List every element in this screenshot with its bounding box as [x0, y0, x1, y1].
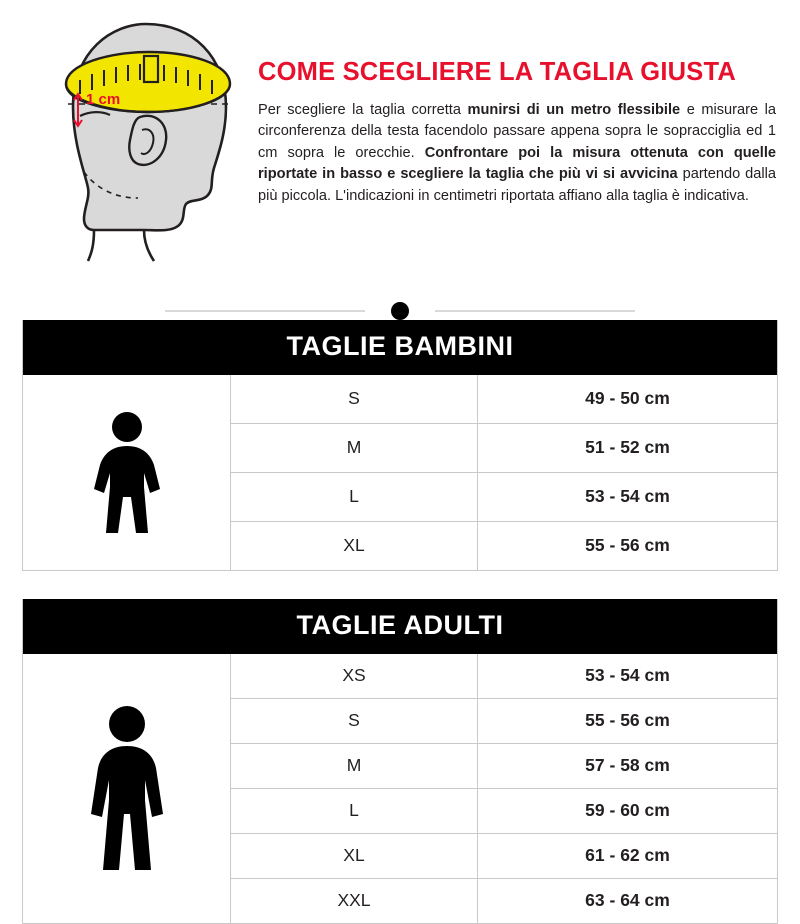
adults-size-label: L: [231, 789, 478, 833]
page-title: COME SCEGLIERE LA TAGLIA GIUSTA: [258, 58, 736, 86]
adults-table-body: [23, 654, 777, 923]
table-row: [231, 744, 777, 789]
kids-size-label: S: [231, 375, 478, 423]
child-figure-icon: [82, 409, 172, 537]
adults-size-label: XL: [231, 834, 478, 878]
adults-table-title: TAGLIE ADULTI: [23, 599, 777, 654]
adults-measure-value: 57 - 58 cm: [585, 755, 670, 775]
adults-size-label: XS: [231, 654, 478, 698]
divider-line-right: [435, 310, 635, 312]
kids-size-label: XL: [231, 522, 478, 570]
kids-table-title: TAGLIE BAMBINI: [23, 320, 777, 375]
divider-dot: [391, 302, 409, 320]
head-measurement-illustration: [18, 10, 250, 262]
intro-text-block: [250, 10, 776, 207]
kids-figure-cell: [23, 375, 231, 570]
adults-measure-value: 63 - 64 cm: [585, 890, 670, 910]
adults-size-label: S: [231, 699, 478, 743]
divider-line-left: [165, 310, 365, 312]
adults-measure-value: 53 - 54 cm: [585, 665, 670, 685]
adults-measure-value: 61 - 62 cm: [585, 845, 670, 865]
kids-measure-value: 51 - 52 cm: [585, 437, 670, 457]
adults-measure-value: 59 - 60 cm: [585, 800, 670, 820]
table-row: [231, 522, 777, 570]
table-row: [231, 375, 777, 424]
table-row: [231, 473, 777, 522]
table-row: [231, 834, 777, 879]
adults-size-label: XXL: [231, 879, 478, 923]
intro-paragraph: Per scegliere la taglia corretta munirsi di un metro flessibile e misurare la circonferenza della testa facendolo passare appena sopra le sopracciglia ed 1 cm sopra le orecchie. Confrontare poi la misura ottenuta con quelle riportate in basso e scegliere la taglia che più vi si avvicina partendo dalla più piccola. L'indicazioni in centimetri riportata affiano alla taglia è indicativa.: [258, 102, 777, 204]
kids-rows: [231, 375, 777, 570]
kids-measure-value: 53 - 54 cm: [585, 486, 670, 506]
adults-measure-value: 55 - 56 cm: [585, 710, 670, 730]
adults-size-table: [22, 599, 778, 924]
kids-table-body: [23, 375, 777, 570]
table-row: [231, 789, 777, 834]
adults-rows: [231, 654, 777, 923]
adults-figure-cell: [23, 654, 231, 923]
table-row: [231, 879, 777, 923]
section-divider: [165, 302, 635, 320]
kids-size-label: L: [231, 473, 478, 521]
kids-size-table: [22, 320, 778, 571]
table-row: [231, 699, 777, 744]
tape-label-text: 1 cm: [86, 91, 121, 108]
kids-measure-value: 55 - 56 cm: [585, 535, 670, 555]
intro-section: [0, 0, 800, 280]
head-profile-icon: [18, 12, 250, 262]
table-row: [231, 654, 777, 699]
adult-figure-icon: [81, 704, 173, 874]
table-row: [231, 424, 777, 473]
adults-size-label: M: [231, 744, 478, 788]
kids-size-label: M: [231, 424, 478, 472]
kids-measure-value: 49 - 50 cm: [585, 388, 670, 408]
